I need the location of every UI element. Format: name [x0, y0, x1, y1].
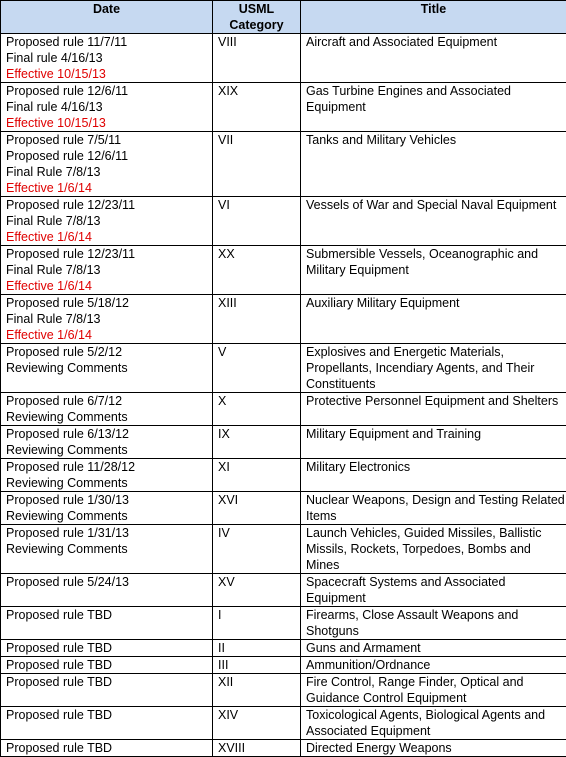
date-line: Proposed rule 12/6/11 [6, 83, 212, 99]
table-row [1, 34, 566, 83]
date-cell [1, 674, 213, 707]
usml-category-cell: VI [213, 197, 301, 246]
title-cell: Toxicological Agents, Biological Agents and Associated Equipment [301, 707, 566, 740]
usml-category-cell: XX [213, 246, 301, 295]
date-line: Proposed rule 5/18/12 [6, 295, 212, 311]
date-cell [1, 132, 213, 197]
usml-category-cell: XVIII [213, 740, 301, 757]
usml-category-cell: VII [213, 132, 301, 197]
title-cell: Explosives and Energetic Materials, Propellants, Incendiary Agents, and Their Constituents [301, 344, 566, 393]
date-cell [1, 657, 213, 674]
date-line: Proposed rule 6/7/12 [6, 393, 212, 409]
table-row [1, 295, 566, 344]
date-line: Proposed rule 12/23/11 [6, 246, 212, 262]
date-cell [1, 344, 213, 393]
date-line: Proposed rule TBD [6, 640, 212, 656]
date-line: Final Rule 7/8/13 [6, 262, 212, 278]
date-line: Reviewing Comments [6, 508, 212, 524]
table-row [1, 707, 566, 740]
usml-category-cell: VIII [213, 34, 301, 83]
effective-date: Effective 1/6/14 [6, 229, 212, 245]
table-row [1, 657, 566, 674]
table-row [1, 607, 566, 640]
usml-category-cell: IX [213, 426, 301, 459]
usml-category-cell: XIX [213, 83, 301, 132]
usml-category-cell: II [213, 640, 301, 657]
title-cell: Vessels of War and Special Naval Equipment [301, 197, 566, 246]
date-cell [1, 246, 213, 295]
table-row [1, 525, 566, 574]
date-line: Final Rule 7/8/13 [6, 164, 212, 180]
date-line: Final rule 4/16/13 [6, 50, 212, 66]
date-cell [1, 492, 213, 525]
title-cell: Fire Control, Range Finder, Optical and Guidance Control Equipment [301, 674, 566, 707]
effective-date: Effective 1/6/14 [6, 278, 212, 294]
table-row [1, 740, 566, 757]
title-cell: Firearms, Close Assault Weapons and Shotguns [301, 607, 566, 640]
usml-category-cell: IV [213, 525, 301, 574]
date-cell [1, 34, 213, 83]
title-cell: Auxiliary Military Equipment [301, 295, 566, 344]
date-line: Proposed rule 5/2/12 [6, 344, 212, 360]
date-line: Proposed rule 11/28/12 [6, 459, 212, 475]
date-line: Proposed rule 12/6/11 [6, 148, 212, 164]
table-row [1, 246, 566, 295]
title-cell: Submersible Vessels, Oceanographic and Military Equipment [301, 246, 566, 295]
usml-category-cell: III [213, 657, 301, 674]
date-cell [1, 607, 213, 640]
date-line: Proposed rule TBD [6, 657, 212, 673]
header-row [1, 1, 566, 34]
usml-category-cell: XII [213, 674, 301, 707]
title-cell: Military Electronics [301, 459, 566, 492]
usml-category-cell: V [213, 344, 301, 393]
header-title: Title [301, 1, 566, 34]
effective-date: Effective 1/6/14 [6, 327, 212, 343]
date-cell [1, 295, 213, 344]
date-line: Proposed rule TBD [6, 607, 212, 623]
title-cell: Directed Energy Weapons [301, 740, 566, 757]
table-row [1, 640, 566, 657]
usml-category-cell: I [213, 607, 301, 640]
table-row [1, 393, 566, 426]
date-line: Proposed rule TBD [6, 707, 212, 723]
table-row [1, 459, 566, 492]
date-cell [1, 740, 213, 757]
table-row [1, 83, 566, 132]
date-line: Final Rule 7/8/13 [6, 213, 212, 229]
date-line: Proposed rule 7/5/11 [6, 132, 212, 148]
usml-category-cell: XV [213, 574, 301, 607]
usml-category-cell: XI [213, 459, 301, 492]
table-row [1, 492, 566, 525]
date-line: Proposed rule 11/7/11 [6, 34, 212, 50]
date-cell [1, 197, 213, 246]
table-body [1, 34, 566, 757]
title-cell: Military Equipment and Training [301, 426, 566, 459]
table-row [1, 197, 566, 246]
usml-category-cell: X [213, 393, 301, 426]
title-cell: Guns and Armament [301, 640, 566, 657]
header-category: USML Category [213, 1, 301, 34]
date-line: Reviewing Comments [6, 409, 212, 425]
date-line: Reviewing Comments [6, 360, 212, 376]
table-row [1, 132, 566, 197]
header-date: Date [1, 1, 213, 34]
usml-category-cell: XIV [213, 707, 301, 740]
date-line: Proposed rule 1/30/13 [6, 492, 212, 508]
title-cell: Protective Personnel Equipment and Shelters [301, 393, 566, 426]
title-cell: Nuclear Weapons, Design and Testing Related Items [301, 492, 566, 525]
effective-date: Effective 10/15/13 [6, 115, 212, 131]
date-line: Reviewing Comments [6, 541, 212, 557]
date-cell [1, 707, 213, 740]
date-line: Proposed rule 12/23/11 [6, 197, 212, 213]
date-line: Final Rule 7/8/13 [6, 311, 212, 327]
date-cell [1, 426, 213, 459]
date-cell [1, 459, 213, 492]
table-row [1, 574, 566, 607]
date-line: Proposed rule 6/13/12 [6, 426, 212, 442]
table-row [1, 674, 566, 707]
date-line: Proposed rule TBD [6, 674, 212, 690]
date-line: Reviewing Comments [6, 442, 212, 458]
date-line: Final rule 4/16/13 [6, 99, 212, 115]
table-row [1, 344, 566, 393]
effective-date: Effective 1/6/14 [6, 180, 212, 196]
title-cell: Launch Vehicles, Guided Missiles, Ballistic Missils, Rockets, Torpedoes, Bombs and Mines [301, 525, 566, 574]
date-cell [1, 574, 213, 607]
title-cell: Spacecraft Systems and Associated Equipment [301, 574, 566, 607]
date-line: Proposed rule 5/24/13 [6, 574, 212, 590]
date-cell [1, 640, 213, 657]
date-line: Proposed rule TBD [6, 740, 212, 756]
date-cell [1, 393, 213, 426]
usml-category-cell: XIII [213, 295, 301, 344]
date-line: Reviewing Comments [6, 475, 212, 491]
title-cell: Tanks and Military Vehicles [301, 132, 566, 197]
usml-category-cell: XVI [213, 492, 301, 525]
date-cell [1, 525, 213, 574]
title-cell: Aircraft and Associated Equipment [301, 34, 566, 83]
effective-date: Effective 10/15/13 [6, 66, 212, 82]
title-cell: Gas Turbine Engines and Associated Equipment [301, 83, 566, 132]
date-line: Proposed rule 1/31/13 [6, 525, 212, 541]
date-cell [1, 83, 213, 132]
title-cell: Ammunition/Ordnance [301, 657, 566, 674]
table-row [1, 426, 566, 459]
